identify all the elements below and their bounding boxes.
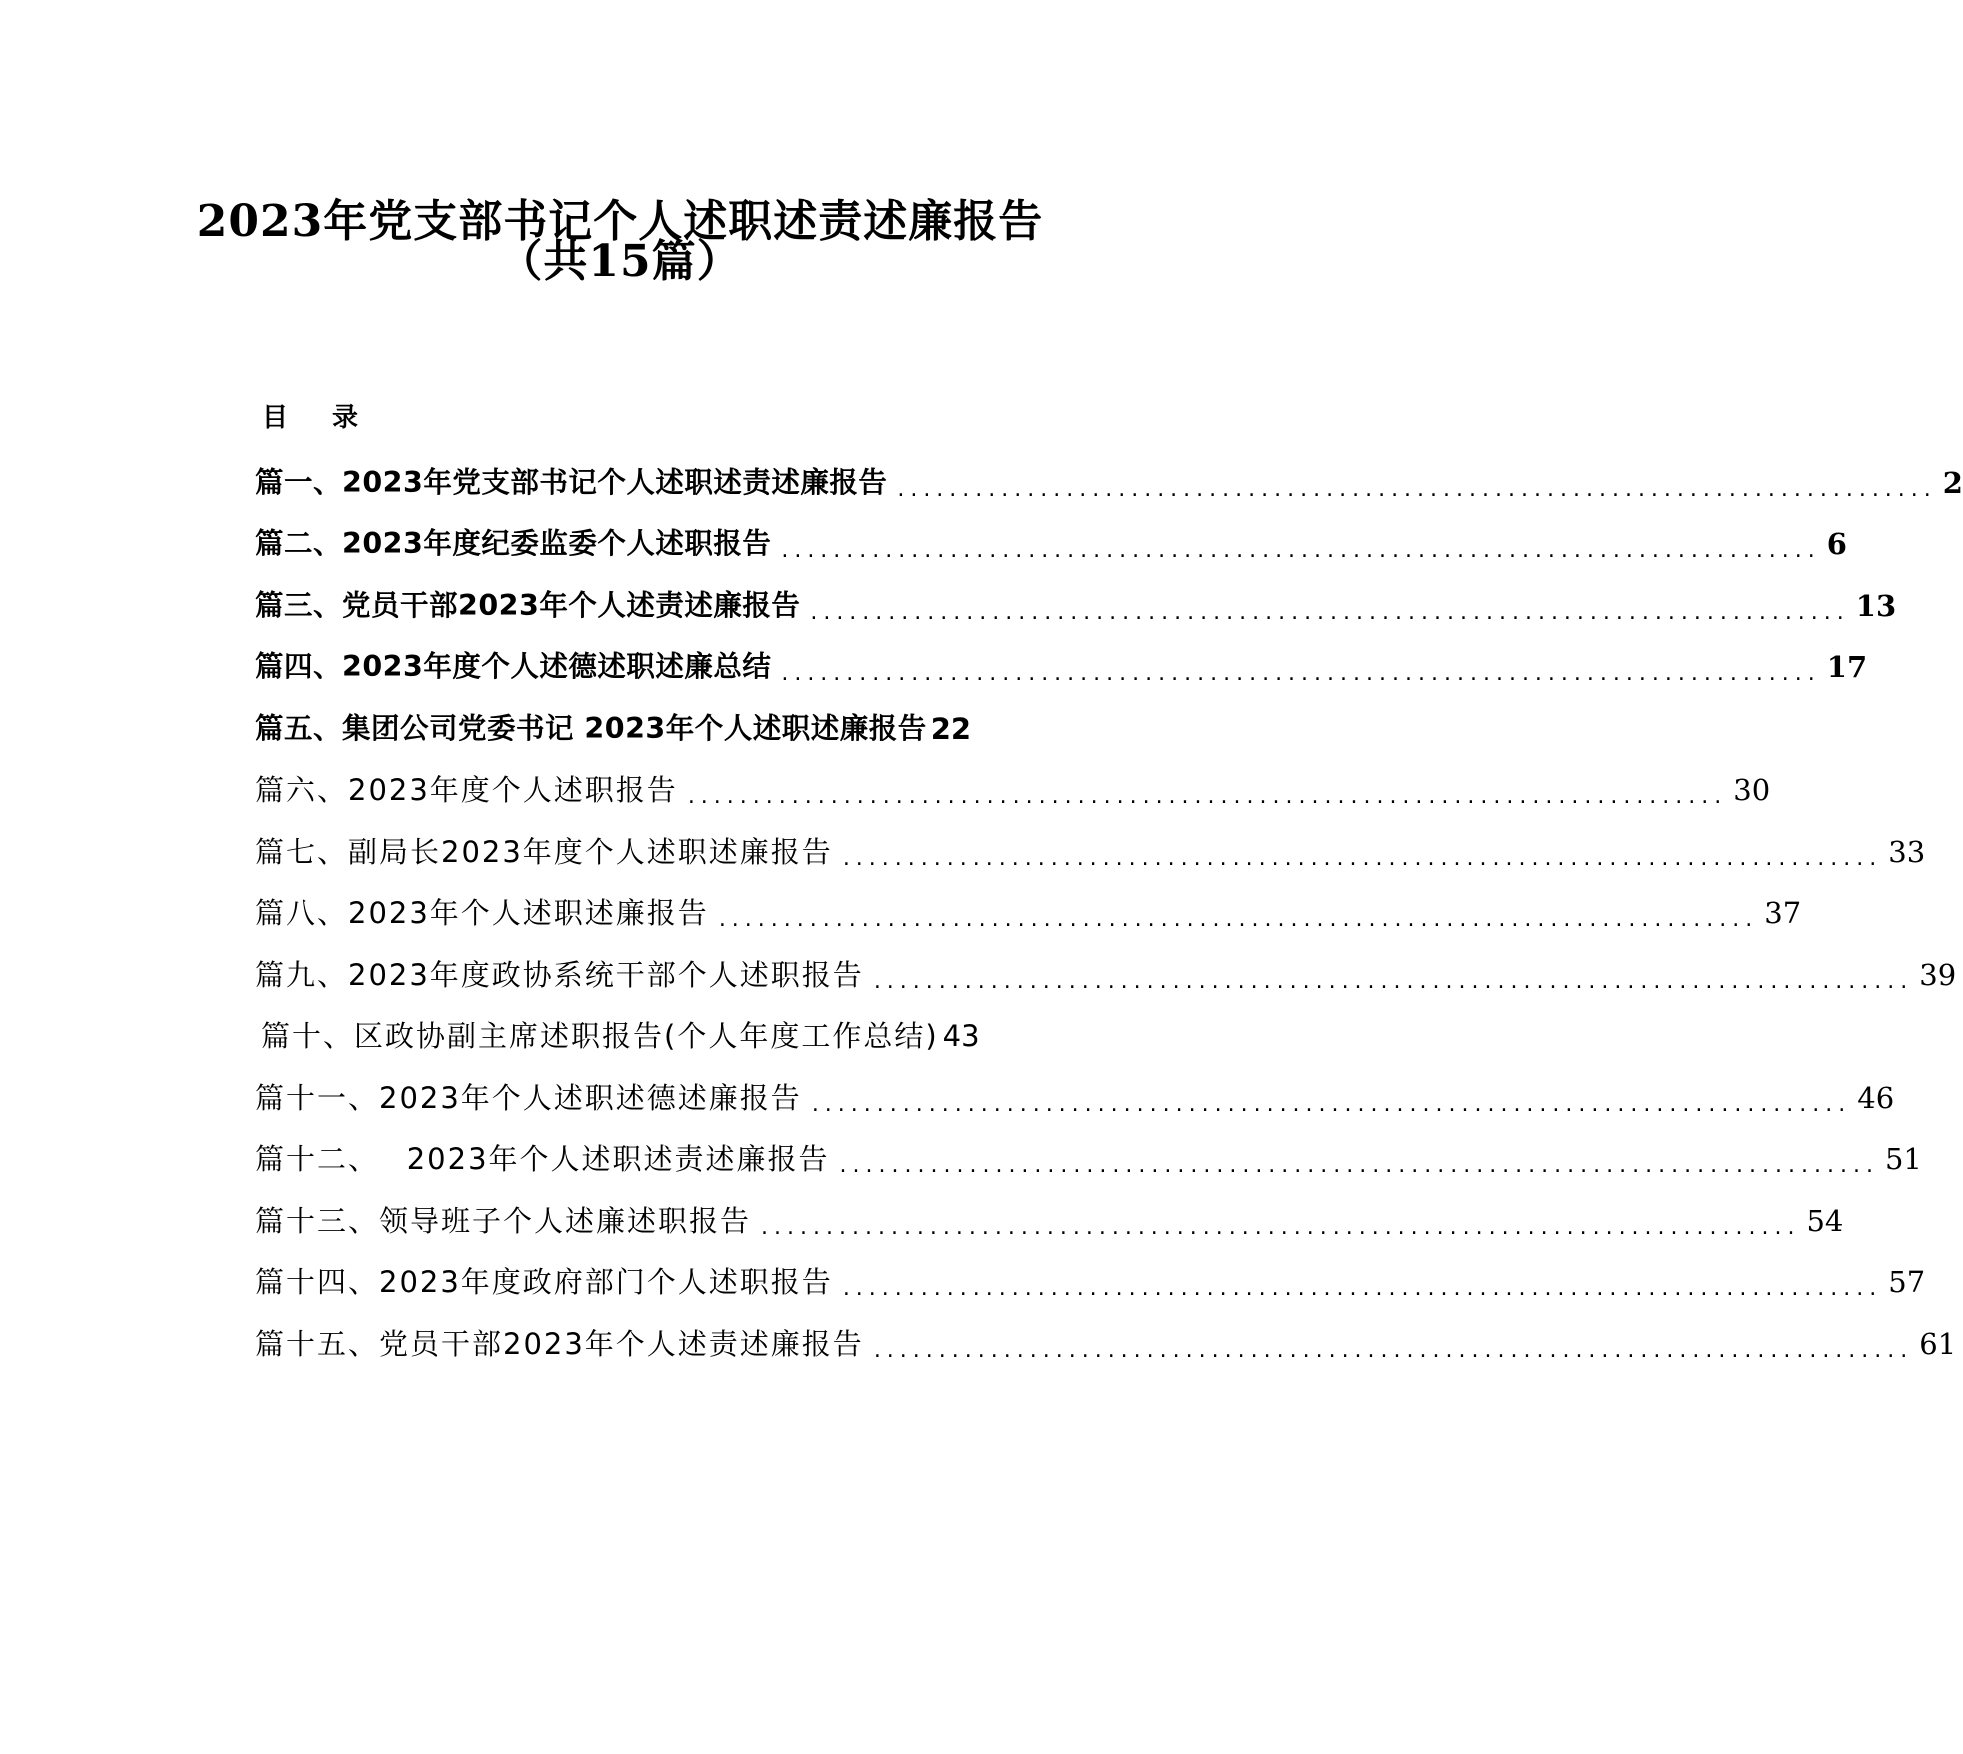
toc-dot-leader: ................................................................................ [761,1214,1801,1240]
document-subtitle: （共15篇） [498,236,742,287]
toc-page-number: 37 [1764,896,1802,931]
toc-dot-leader: ................................................................................ [897,476,1937,502]
toc-entry-label: 篇四、2023年度个人述德述职述廉总结 [255,650,772,684]
toc-entry-label: 篇一、2023年党支部书记个人述职述责述廉报告 [255,465,888,499]
toc-dot-leader: ................................................................................ [718,907,1759,932]
toc-page-number: 17 [1826,650,1868,685]
toc-dot-leader: ................................................................................ [811,1091,1852,1117]
toc-page-number: 6 [1826,527,1847,562]
toc-entry-label: 篇十三、领导班子个人述廉述职报告 [255,1203,752,1238]
table-of-contents [255,452,1963,1375]
toc-heading: 目录 [262,403,403,433]
toc-entry-label: 篇二、2023年度纪委监委个人述职报告 [255,527,772,561]
toc-page-number: 33 [1888,834,1926,869]
toc-entry-2[interactable] [255,514,1847,576]
toc-dot-leader: ................................................................................ [687,784,1728,809]
toc-dot-leader: ................................................................................ [842,1276,1883,1301]
toc-entry-8[interactable] [255,883,1802,945]
toc-entry-5[interactable] [255,698,1065,760]
toc-entry-label: 篇七、副局长2023年度个人述职述廉报告 [255,834,833,869]
toc-entry-label: 篇十一、2023年个人述职述德述廉报告 [255,1080,802,1115]
toc-entry-label: 篇八、2023年个人述职述廉报告 [255,896,709,931]
toc-page-number: 61 [1919,1326,1957,1361]
toc-entry-11[interactable] [255,1067,1895,1129]
toc-entry-7[interactable] [255,821,1926,883]
toc-dot-leader: ................................................................................ [781,661,1821,686]
toc-dot-leader: ................................................................................ [839,1153,1879,1178]
toc-entry-label: 篇九、2023年度政协系统干部个人述职报告 [255,957,864,992]
toc-page-number: 13 [1855,588,1897,623]
toc-entry-1[interactable] [255,452,1963,514]
toc-dot-leader: ................................................................................ [842,845,1883,871]
toc-page-number: 22 [930,711,972,746]
toc-page-number: 57 [1888,1265,1926,1300]
toc-entry-label: 篇十、区政协副主席述职报告(个人年度工作总结) [261,1019,939,1054]
toc-entry-label: 篇十二、 2023年个人述职述责述廉报告 [255,1142,830,1177]
toc-entry-15[interactable] [255,1313,1957,1375]
toc-page-number: 46 [1857,1080,1895,1115]
toc-entry-label: 篇六、2023年度个人述职报告 [255,773,678,808]
toc-entry-9[interactable] [255,944,1957,1006]
toc-dot-leader: ................................................................................ [781,538,1821,563]
toc-entry-3[interactable] [255,575,1897,637]
toc-entry-label: 篇十五、党员干部2023年个人述责述廉报告 [255,1326,864,1361]
toc-dot-leader: ................................................................................ [873,968,1914,994]
toc-entry-13[interactable] [255,1190,1844,1252]
toc-entry-12[interactable] [255,1129,1922,1191]
toc-dot-leader: ................................................................................ [873,1337,1914,1363]
toc-entry-label: 篇十四、2023年度政府部门个人述职报告 [255,1265,833,1300]
toc-entry-label: 篇三、党员干部2023年个人述责述廉报告 [255,588,801,622]
toc-entry-4[interactable] [255,637,1868,699]
toc-entry-6[interactable] [255,760,1771,822]
toc-dot-leader: ................................................................................ [810,599,1850,625]
toc-page-number: 43 [942,1019,980,1054]
document-title: 2023年党支部书记个人述职述责述廉报告 [196,196,1044,247]
toc-page-number: 51 [1884,1142,1922,1177]
toc-entry-label: 篇五、集团公司党委书记 2023年个人述职述廉报告 [255,711,927,745]
toc-page-number: 39 [1919,957,1957,992]
toc-page-number: 54 [1806,1203,1844,1238]
toc-entry-10[interactable] [255,1006,1065,1068]
toc-entry-14[interactable] [255,1252,1926,1314]
toc-page-number: 30 [1733,773,1771,808]
toc-page-number: 2 [1942,465,1963,500]
